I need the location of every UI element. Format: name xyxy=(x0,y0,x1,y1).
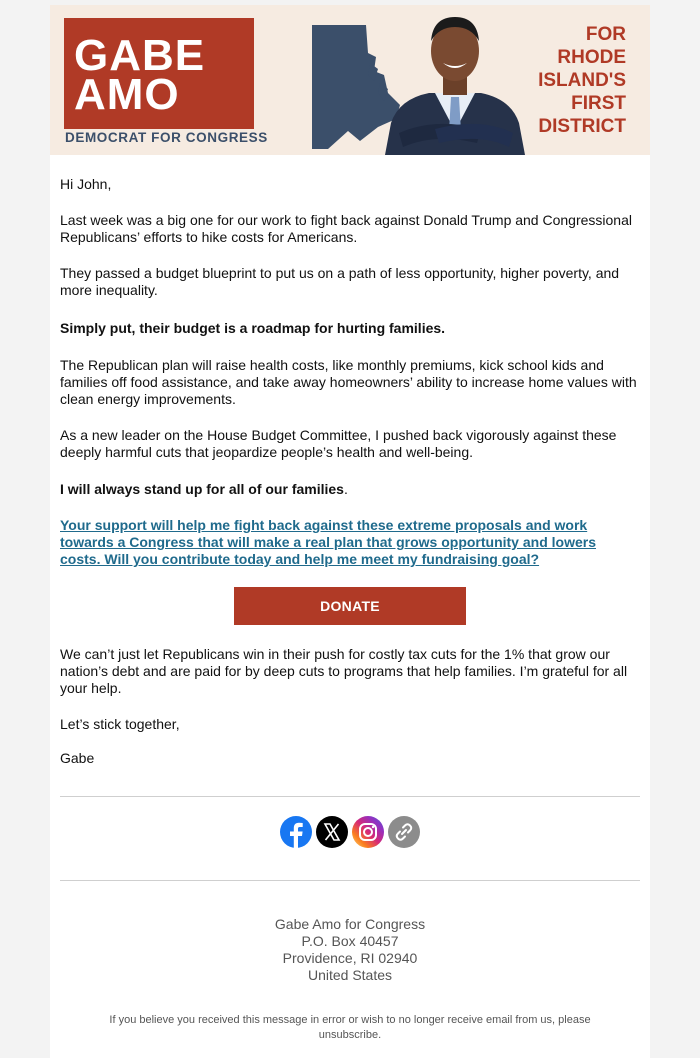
link-icon[interactable] xyxy=(388,816,420,848)
footer-org: Gabe Amo for Congress xyxy=(274,916,426,932)
paragraph-6-emphasis: I will always stand up for all of our families xyxy=(60,481,344,497)
district-line: FOR xyxy=(585,24,626,45)
paragraph-6-period: . xyxy=(343,481,348,497)
donate-button[interactable]: DONATE xyxy=(234,587,466,625)
paragraph-2: They passed a budget blueprint to put us on a path of less opportunity, higher poverty, and more inequality. xyxy=(60,265,620,298)
paragraph-4: The Republican plan will raise health costs, like monthly premiums, kick school kids and families off food assistance, and take away homeowners’ ability to increase home values with clean energy improvements. xyxy=(60,357,637,407)
disclaimer-period: . xyxy=(378,1029,382,1041)
campaign-logo xyxy=(64,18,254,129)
header-banner xyxy=(50,5,650,155)
district-line: FIRST xyxy=(571,93,626,114)
unsubscribe-link[interactable]: unsubscribe xyxy=(318,1029,379,1041)
divider xyxy=(60,796,640,797)
paragraph-3-emphasis: Simply put, their budget is a roadmap for hurting families. xyxy=(60,320,446,336)
footer-country: United States xyxy=(307,967,393,983)
district-line: ISLAND'S xyxy=(538,70,626,91)
x-icon[interactable] xyxy=(316,816,348,848)
candidate-photo xyxy=(385,13,525,155)
footer-city: Providence, RI 02940 xyxy=(282,950,418,966)
logo-first-name: GABE xyxy=(74,31,206,80)
paragraph-6 xyxy=(60,481,638,498)
signoff: Let’s stick together, xyxy=(60,716,180,732)
footer-disclaimer xyxy=(80,1013,620,1043)
footer-address xyxy=(50,916,650,984)
district-line: RHODE xyxy=(557,47,626,68)
logo-tagline: DEMOCRAT FOR CONGRESS xyxy=(65,130,268,145)
paragraph-5: As a new leader on the House Budget Committee, I pushed back vigorously against these deeply harmful cuts that jeopardize people’s health and well-being. xyxy=(60,427,617,460)
paragraph-1: Last week was a big one for our work to fight back against Donald Trump and Congressional Republicans’ efforts to hike costs for Americans. xyxy=(60,212,632,245)
social-links xyxy=(50,816,650,848)
greeting: Hi John, xyxy=(60,176,112,192)
instagram-icon[interactable] xyxy=(352,816,384,848)
donate-appeal-link[interactable]: Your support will help me fight back against these extreme proposals and work towards a Congress that will make a real plan that grows opportunity and lowers costs. Will you contribute today and help me meet my fundraising goal? xyxy=(60,517,596,567)
email-body xyxy=(50,5,650,1058)
facebook-icon[interactable] xyxy=(280,816,312,848)
district-line: DISTRICT xyxy=(538,116,626,137)
paragraph-7: We can’t just let Republicans win in their push for costly tax cuts for the 1% that grow our nation’s debt and are paid for by deep cuts to programs that help families. I’m grateful for all your help. xyxy=(60,646,628,696)
signature: Gabe xyxy=(60,750,95,766)
district-title xyxy=(538,23,626,138)
logo-last-name: AMO xyxy=(74,70,180,119)
footer-po-box: P.O. Box 40457 xyxy=(301,933,399,949)
divider xyxy=(60,880,640,881)
disclaimer-text: If you believe you received this message in error or wish to no longer receive email from us, please xyxy=(109,1014,591,1026)
